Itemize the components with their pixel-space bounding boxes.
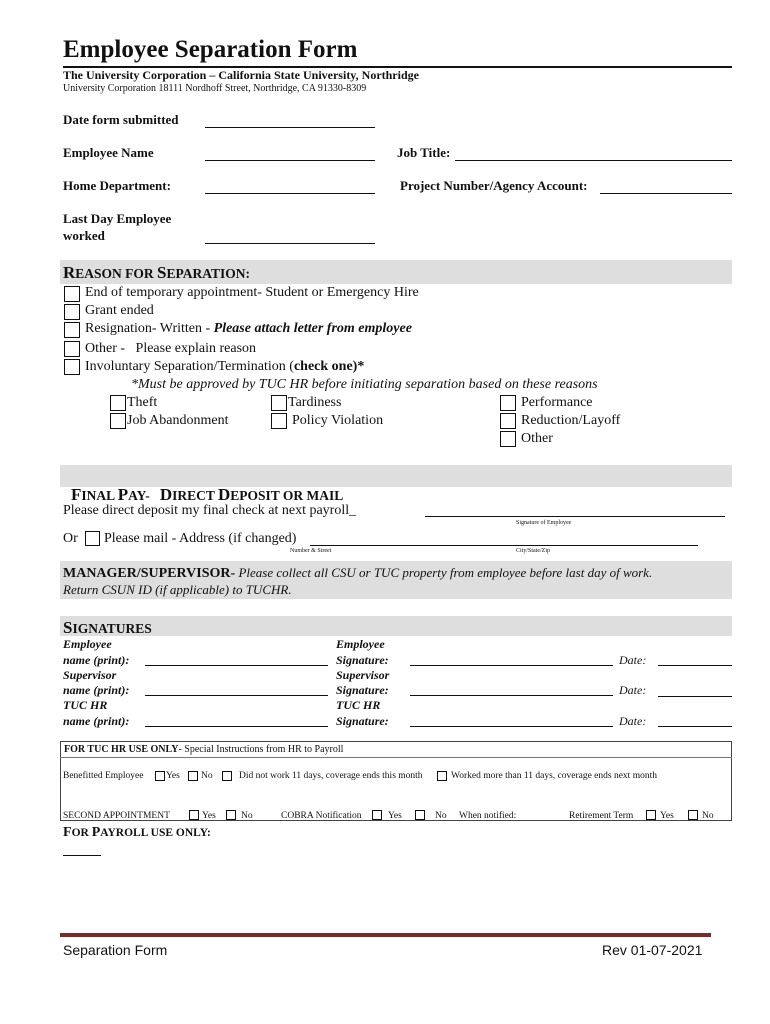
reduction-checkbox[interactable]: [500, 413, 516, 429]
retirement-yes-checkbox[interactable]: [646, 810, 656, 820]
benefitted-no-label: No: [201, 771, 213, 781]
org-address: University Corporation 18111 Nordhoff Street, Northridge, CA 91330-8309: [63, 83, 367, 94]
second-appt-no-label: No: [241, 811, 253, 821]
org-name: The University Corporation – California State University, Northridge: [63, 68, 419, 82]
retirement-yes-label: Yes: [660, 811, 674, 821]
worked-more-label: Worked more than 11 days, coverage ends next month: [451, 771, 657, 781]
did-not-work-label: Did not work 11 days, coverage ends this month: [239, 771, 423, 781]
hr-box-title: FOR TUC HR USE ONLY- Special Instructions from HR to Payroll: [64, 744, 344, 755]
employee-signature-line[interactable]: [410, 665, 613, 666]
employee-name-print-field[interactable]: [145, 665, 328, 666]
project-number-label: Project Number/Agency Account:: [400, 178, 588, 193]
reason-grant-label: Grant ended: [85, 303, 154, 318]
tuchr-date-field[interactable]: [658, 726, 732, 727]
tuchr-date-label: Date:: [619, 714, 647, 728]
supervisor-sig-label-1: Supervisor: [336, 668, 390, 682]
employee-date-label: Date:: [619, 653, 647, 667]
job-abandonment-label: Job Abandonment: [127, 413, 229, 428]
direct-deposit-text: Please direct deposit my final check at next payroll_: [63, 503, 357, 518]
retirement-no-label: No: [702, 811, 714, 821]
mail-label: Please mail - Address (if changed): [104, 531, 297, 546]
policy-violation-label: Policy Violation: [292, 413, 384, 428]
benefitted-no-checkbox[interactable]: [188, 771, 198, 781]
footer-right: Rev 01-07-2021: [602, 942, 703, 958]
benefitted-yes-checkbox[interactable]: [155, 771, 165, 781]
last-day-field[interactable]: [205, 243, 375, 244]
cobra-yes-checkbox[interactable]: [372, 810, 382, 820]
reduction-label: Reduction/Layoff: [521, 413, 621, 428]
job-abandonment-checkbox[interactable]: [110, 413, 126, 429]
payroll-heading: FOR PAYROLL USE ONLY:: [63, 825, 211, 840]
reason-other-checkbox[interactable]: [64, 341, 80, 357]
performance-checkbox[interactable]: [500, 395, 516, 411]
number-street-caption: Number & Street: [290, 548, 332, 554]
tuchr-name-print-field[interactable]: [145, 726, 328, 727]
address-field[interactable]: [310, 545, 698, 546]
second-appt-yes-checkbox[interactable]: [189, 810, 199, 820]
signatures-heading: SIGNATURES: [63, 618, 152, 637]
benefitted-yes-label: Yes: [166, 771, 180, 781]
benefitted-label: Benefitted Employee: [63, 771, 144, 781]
last-day-label-2: worked: [63, 228, 105, 243]
reason-involuntary-label: Involuntary Separation/Termination (check one)*: [85, 359, 365, 374]
tuchr-name-print-label-2: name (print):: [63, 714, 130, 728]
tardiness-label: Tardiness: [288, 395, 342, 410]
footer-left: Separation Form: [63, 942, 168, 958]
cobra-no-label: No: [435, 811, 447, 821]
reason-resignation-checkbox[interactable]: [64, 322, 80, 338]
date-submitted-label: Date form submitted: [63, 112, 179, 127]
sub-other-label: Other: [521, 431, 553, 446]
employee-name-field[interactable]: [205, 160, 375, 161]
reason-other-label: Other - Please explain reason: [85, 341, 257, 356]
cobra-no-checkbox[interactable]: [415, 810, 425, 820]
manager-note: MANAGER/SUPERVISOR- Please collect all CSU or TUC property from employee before last day of work.: [63, 565, 653, 581]
supervisor-name-print-label-1: Supervisor: [63, 668, 117, 682]
job-title-label: Job Title:: [397, 145, 451, 160]
second-appt-yes-label: Yes: [202, 811, 216, 821]
tuchr-sig-label-2: Signature:: [336, 714, 389, 728]
last-day-label-1: Last Day Employee: [63, 211, 172, 226]
mail-checkbox[interactable]: [85, 531, 100, 546]
date-submitted-field[interactable]: [205, 127, 375, 128]
reason-grant-checkbox[interactable]: [64, 304, 80, 320]
theft-checkbox[interactable]: [110, 395, 126, 411]
reason-temp-checkbox[interactable]: [64, 286, 80, 302]
supervisor-name-print-field[interactable]: [145, 695, 328, 696]
employee-name-label: Employee Name: [63, 145, 154, 160]
employee-signature-field[interactable]: [425, 516, 725, 517]
project-number-field[interactable]: [600, 193, 732, 194]
sub-other-checkbox[interactable]: [500, 431, 516, 447]
supervisor-date-label: Date:: [619, 683, 647, 697]
cobra-yes-label: Yes: [388, 811, 402, 821]
when-notified-label: When notified:: [459, 811, 517, 821]
reason-involuntary-checkbox[interactable]: [64, 359, 80, 375]
cobra-label: COBRA Notification: [281, 811, 362, 821]
supervisor-name-print-label-2: name (print):: [63, 683, 130, 697]
tuchr-signature-line[interactable]: [410, 726, 613, 727]
city-state-zip-caption: City/State/Zip: [516, 548, 550, 554]
second-appt-no-checkbox[interactable]: [226, 810, 236, 820]
second-appointment-label: SECOND APPOINTMENT: [63, 811, 170, 821]
policy-violation-checkbox[interactable]: [271, 413, 287, 429]
reason-heading: REASON FOR SEPARATION:: [63, 263, 251, 282]
tuchr-sig-label-1: TUC HR: [336, 698, 381, 712]
home-department-label: Home Department:: [63, 178, 171, 193]
supervisor-date-field[interactable]: [658, 696, 732, 697]
supervisor-sig-label-2: Signature:: [336, 683, 389, 697]
worked-more-checkbox[interactable]: [437, 771, 447, 781]
theft-label: Theft: [127, 395, 158, 410]
performance-label: Performance: [521, 395, 593, 410]
signatures-heading-band: [60, 616, 732, 636]
page-title: Employee Separation Form: [63, 36, 358, 63]
or-label: Or: [63, 531, 78, 546]
did-not-work-checkbox[interactable]: [222, 771, 232, 781]
retirement-term-label: Retirement Term: [569, 811, 634, 821]
employee-name-print-label-1: Employee: [63, 637, 112, 651]
reason-resignation-label: Resignation- Written - Please attach letter from employee: [85, 321, 412, 336]
payroll-field[interactable]: [63, 855, 101, 856]
supervisor-signature-line[interactable]: [410, 695, 613, 696]
manager-note-2: Return CSUN ID (if applicable) to TUCHR.: [63, 582, 292, 597]
signature-caption: Signature of Employee: [516, 520, 572, 526]
footer-rule: [60, 933, 711, 937]
reason-temp-label: End of temporary appointment- Student or Emergency Hire: [85, 285, 419, 300]
employee-sig-label-1: Employee: [336, 637, 385, 651]
retirement-no-checkbox[interactable]: [688, 810, 698, 820]
job-title-field[interactable]: [455, 160, 732, 161]
employee-date-field[interactable]: [658, 665, 732, 666]
tuchr-name-print-label-1: TUC HR: [63, 698, 108, 712]
involuntary-note: *Must be approved by TUC HR before initiating separation based on these reasons: [131, 377, 598, 392]
hr-box-title-rule: [60, 757, 732, 758]
tardiness-checkbox[interactable]: [271, 395, 287, 411]
home-department-field[interactable]: [205, 193, 375, 194]
employee-sig-label-2: Signature:: [336, 653, 389, 667]
employee-name-print-label-2: name (print):: [63, 653, 130, 667]
final-pay-heading: FINAL PAY- DIRECT DEPOSIT OR MAIL: [71, 485, 344, 504]
